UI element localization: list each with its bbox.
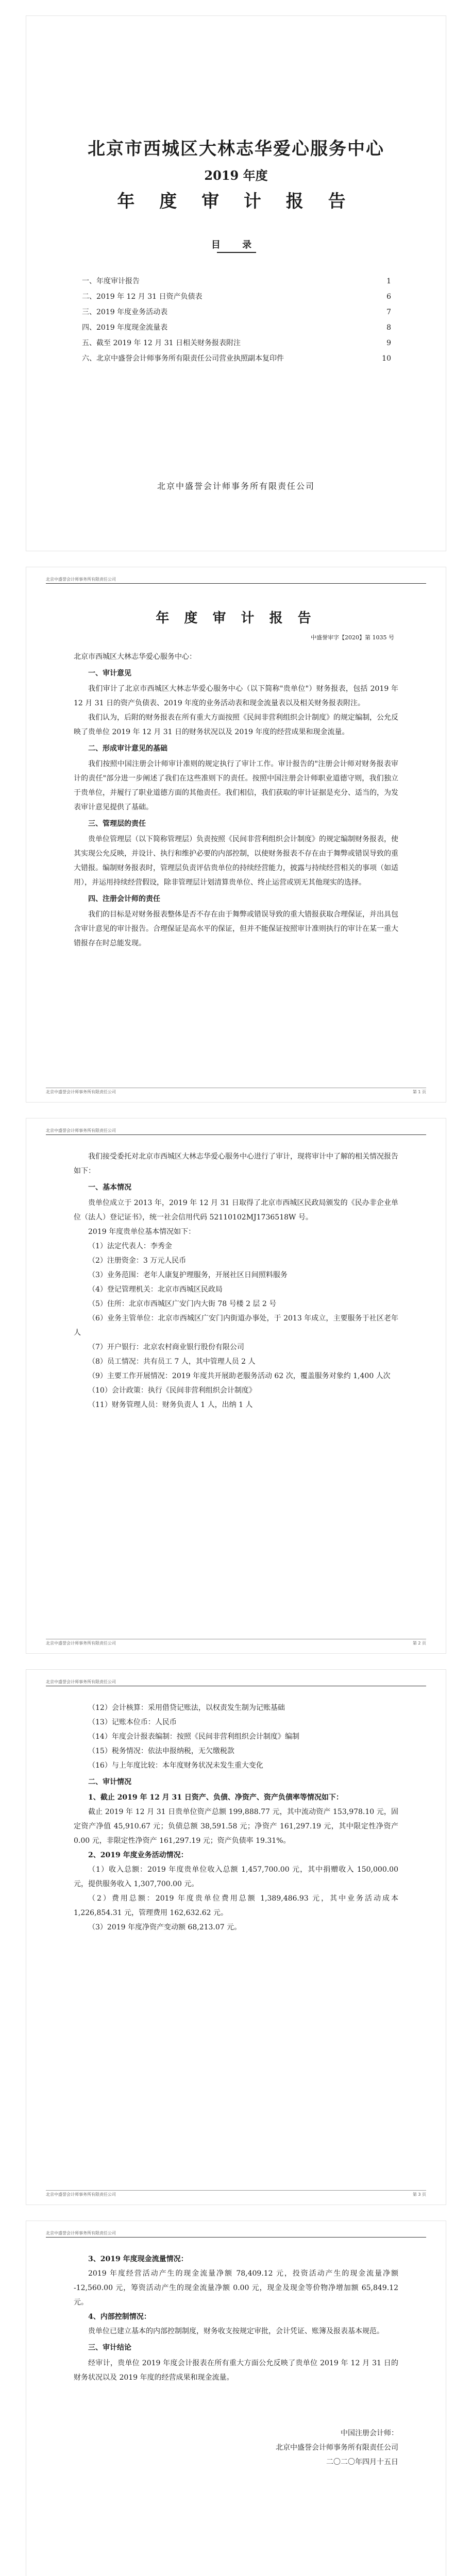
info-item: （8）员工情况：共有员工 7 人，其中管理人员 2 人 [88,1358,256,1366]
toc-item[interactable]: 六、北京中盛誉会计师事务所有限责任公司营业执照副本复印件 10 [82,354,391,363]
paragraph: 我们认为，后附的财务报表在所有重大方面按照《民间非营利组织会计制度》的规定编制，公允反映了贵单位 2019 年 12 月 31 日的财务状况以及 2019 年度的经营成果和现金流量。 [74,714,398,736]
section-heading: 三、管理层的责任 [88,820,146,828]
paragraph: （2）费用总额：2019 年度贵单位费用总额 1,389,486.93 元，其中业务活动成本 1,226,854.31 元，管理费用 162,632.62 元。 [74,1894,398,1917]
info-item: （9）主要工作开展情况：2019 年度共开展助老服务活动 62 次，覆盖服务对象约 1,400 人次 [88,1372,391,1380]
info-item: （3）业务范围：老年人康复护理服务，开展社区日间照料服务 [88,1271,288,1279]
section-heading: 二、形成审计意见的基础 [88,744,167,753]
paragraph: （3）2019 年度净资产变动额 68,213.07 元。 [88,1923,242,1931]
info-item: （13）记账本位币：人民币 [88,1718,177,1726]
org-info-page [26,1118,446,1654]
findings-body [74,1701,398,1935]
cover-page [26,15,446,551]
org-info-body [74,1149,398,1412]
addressee: 北京市西城区大林志华爱心服务中心： [74,653,196,661]
section-heading: 一、审计意见 [88,669,131,677]
page-footer: 北京中盛誉会计师事务所有限责任公司 第 2 页 [46,1639,426,1646]
conclusion-page [26,2221,446,2576]
cpa-signature: 中国注册会计师： [341,2429,398,2437]
paragraph: 经审计，贵单位 2019 年度会计报表在所有重大方面公允反映了贵单位 2019 年 12 月 31 日的财务状况以及 2019 年度的经营成果和现金流量。 [74,2359,398,2382]
section-heading: 二、审计情况 [88,1778,131,1786]
page-header: 北京中盛誉会计师事务所有限责任公司 [46,2230,426,2238]
report-subtitle: 年 度 审 计 报 告 [117,191,355,212]
page-header: 北京中盛誉会计师事务所有限责任公司 [46,1679,426,1686]
page-footer: 北京中盛誉会计师事务所有限责任公司 第 1 页 [46,1088,426,1095]
auditor-name: 北京中盛誉会计师事务所有限责任公司 [157,481,315,491]
info-item: （14）年度会计报表编制：按照《民间非营利组织会计制度》编制 [88,1733,299,1741]
info-item: （10）会计政策：执行《民间非营利组织会计制度》 [88,1386,256,1395]
info-item: （2）注册资金：3 万元人民币 [88,1257,187,1265]
paragraph: 我们按照中国注册会计师审计准则的规定执行了审计工作。审计报告的"注册会计师对财务报表审计的责任"部分进一步阐述了我们在这些准则下的责任。按照中国注册会计师职业道德守则，我们独立于贵单位，并履行了职业道德方面的其他责任。我们相信，我们获取的审计证据是充分、适当的，为发表审计意见提供了基础。 [74,760,398,811]
info-item: （5）住所：北京市西城区广安门内大街 78 号楼 2 层 2 号 [88,1300,277,1308]
paragraph: 贵单位已建立基本的内部控制制度，财务收支按规定审批，会计凭证、账簿及报表基本规范。 [88,2327,384,2335]
sub-heading: 1、截止 2019 年 12 月 31 日资产、负债、净资产、资产负债率等情况如下： [88,1793,343,1802]
auditor-signature: 北京中盛誉会计师事务所有限责任公司 [276,2444,398,2452]
section-heading: 三、审计结论 [88,2344,131,2352]
report-year: 2019 年度 [204,168,268,183]
table-of-contents [82,274,391,366]
page-header: 北京中盛誉会计师事务所有限责任公司 [46,1128,426,1135]
report-body [74,650,398,951]
document-number: 中盛誉审字【2020】第 1035 号 [311,634,394,641]
paragraph: 2019 年度贵单位基本情况如下： [88,1228,196,1236]
section-heading: 四、注册会计师的责任 [88,895,160,903]
toc-underline [217,252,256,253]
paragraph: 2019 年度经营活动产生的现金流量净额 78,409.12 元，投资活动产生的现金流量净额 -12,560.00 元，筹资活动产生的现金流量净额 0.00 元，现金及现金等价物净增加额 65,849.12 元。 [74,2269,398,2307]
info-item: （12）会计核算：采用借贷记账法，以权责发生制为记账基础 [88,1704,285,1712]
info-item: （1）法定代表人：李秀金 [88,1242,172,1250]
report-title: 北京市西城区大林志华爱心服务中心 [88,139,384,159]
toc-item[interactable]: 四、2019 年度现金流量表 8 [82,324,391,332]
paragraph: 贵单位管理层（以下简称管理层）负责按照《民间非营利组织会计制度》的规定编制财务报表，使其实现公允反映，并设计、执行和维护必要的内部控制，以使财务报表不存在由于舞弊或错误导致的重大错报。编制财务报表时，管理层负责评估贵单位的持续经营能力，披露与持续经营相关的事项（如适用），并运用持续经营假设，除非管理层计划清算贵单位、终止运营或别无其他现实的选择。 [74,835,398,887]
page-header: 北京中盛誉会计师事务所有限责任公司 [46,577,426,584]
info-item: （11）财务管理人员：财务负责人 1 人，出纳 1 人 [88,1401,253,1409]
sub-heading: 4、内部控制情况： [88,2313,151,2321]
sub-heading: 2、2019 年度业务活动情况： [88,1851,188,1859]
paragraph: （1）收入总额：2019 年度贵单位收入总额 1,457,700.00 元，其中捐赠收入 150,000.00 元，提供服务收入 1,307,700.00 元。 [74,1866,398,1888]
audit-report-title: 年 度 审 计 报 告 [156,611,316,626]
audit-findings-page [26,1669,446,2205]
toc-title: 目 录 [211,240,261,250]
section-heading: 一、基本情况 [88,1183,131,1192]
sub-heading: 3、2019 年度现金流量情况： [88,2255,188,2263]
info-item: （6）业务主管单位：北京市西城区广安门内街道办事处，于 2013 年成立，主要服务于社区老年人 [74,1314,398,1337]
paragraph: 我们的目标是对财务报表整体是否不存在由于舞弊或错误导致的重大错报获取合理保证，并出具包含审计意见的审计报告。合理保证是高水平的保证，但并不能保证按照审计准则执行的审计在某一重大错报存在时总能发现。 [74,910,398,947]
toc-item[interactable]: 二、2019 年 12 月 31 日资产负债表 6 [82,293,391,301]
page-footer: 北京中盛誉会计师事务所有限责任公司 第 3 页 [46,2190,426,2197]
info-item: （7）开户银行：北京农村商业银行股份有限公司 [88,1343,244,1351]
toc-item[interactable]: 三、2019 年度业务活动表 7 [82,308,391,316]
audit-report-page [26,567,446,1103]
paragraph: 截止 2019 年 12 月 31 日贵单位资产总额 199,888.77 元，其中流动资产 153,978.10 元，固定资产净值 45,910.67 元；负债总额 38,591.58 元；净资产 161,297.19 元，其中限定性净资产 0.00 元，非限定性净资产 161,297.19 元；资产负债率 19.31%。 [74,1808,398,1845]
sign-date: 二〇二〇年四月十五日 [326,2458,398,2466]
toc-item[interactable]: 五、截至 2019 年 12 月 31 日相关财务报表附注 9 [82,339,391,347]
paragraph: 我们接受委托对北京市西城区大林志华爱心服务中心进行了审计，现将审计中了解的相关情况报告如下： [74,1153,398,1175]
info-item: （16）与上年度比较：本年度财务状况未发生重大变化 [88,1761,263,1770]
toc-item[interactable]: 一、年度审计报告 1 [82,277,391,285]
paragraph: 我们审计了北京市西城区大林志华爱心服务中心（以下简称"贵单位"）财务报表，包括 2019 年 12 月 31 日的资产负债表、2019 年度的业务活动表和现金流量表以及相关财务报表附注。 [74,685,398,707]
info-item: （4）登记管理机关：北京市西城区民政局 [88,1285,223,1294]
paragraph: 贵单位成立于 2013 年，2019 年 12 月 31 日取得了北京市西城区民政局颁发的《民办非企业单位（法人）登记证书》，统一社会信用代码 52110102MJ1736518W 号。 [74,1199,398,1222]
info-item: （15）税务情况：依法申报纳税，无欠缴税款 [88,1747,234,1755]
conclusion-body [74,2252,398,2469]
